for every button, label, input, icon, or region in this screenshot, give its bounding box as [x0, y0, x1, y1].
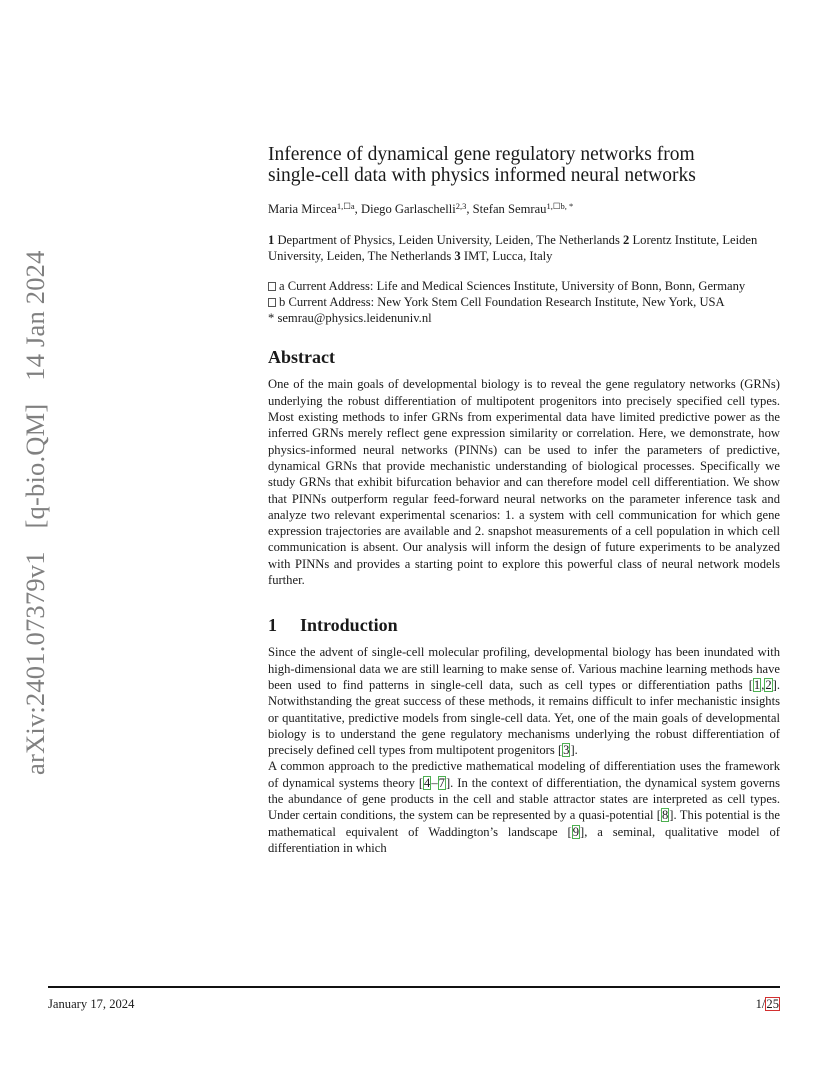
affiliation-text: Department of Physics, Leiden University, Leiden, The Netherlands	[277, 233, 620, 247]
text-run: . Notwithstanding the great success of these methods, it remains difficult to infer mechanistic insights or quantitative, predictive models from single-cell data. Yet, one of the main goals of developmental biology is to understand the gene regulatory mechanisms underlying the robust differentiation of precisely defined cell types from multipotent progenitors	[268, 677, 780, 758]
text-run: A common approach to the predictive mathematical modeling of differentiation uses the framework of dynamical systems theory	[268, 759, 780, 790]
affiliations	[268, 232, 780, 265]
arxiv-date: 14 Jan 2024	[20, 250, 50, 381]
author-name: Stefan Semrau	[472, 202, 547, 216]
citation-link[interactable]: 9	[572, 824, 579, 839]
placeholder-box-icon	[268, 298, 276, 307]
citation-link[interactable]: 7	[438, 775, 445, 790]
affiliation-number: 2	[623, 233, 630, 247]
placeholder-box-icon	[268, 282, 276, 291]
author-superscript: 2,3	[455, 201, 467, 211]
title-line-1: Inference of dynamical gene regulatory networks from	[268, 144, 695, 165]
citation-link[interactable]: 2	[765, 677, 772, 692]
page-current: 1/	[755, 997, 766, 1011]
arxiv-identifier-stamp	[20, 250, 51, 775]
page-number	[756, 997, 780, 1012]
citation-link[interactable]: 4	[424, 775, 431, 790]
affiliation-text: Lorentz Institute, Leiden University, Leiden, The Netherlands	[268, 233, 758, 264]
citation-link[interactable]: 8	[662, 808, 669, 823]
intro-paragraph-1: Since the advent of single-cell molecular profiling, developmental biology has been inundated with high-dimensional data we are still learning to make sense of. Various machine learning methods have been used to find patterns in single-cell data, such as cell types or differentiation paths [1,2]. Notwithstanding the great success of these methods, it remains difficult to infer mechanistic insights or quantitative, predictive models from single-cell data. Yet, one of the main goals of developmental biology is to understand the gene regulatory mechanisms underlying the robust differentiation of precisely defined cell types from multipotent progenitors [3].	[268, 645, 780, 758]
address-b-text: b Current Address: New York Stem Cell Foundation Research Institute, New York, USA	[279, 294, 725, 309]
arxiv-category: [q-bio.QM]	[20, 403, 50, 529]
citation-link[interactable]: 3	[563, 743, 570, 758]
corresponding-email: * semrau@physics.leidenuniv.nl	[268, 311, 432, 326]
affiliation-number: 3	[454, 249, 461, 264]
author-name: Diego Garlaschelli	[360, 202, 456, 216]
intro-paragraph-2: A common approach to the predictive mathematical modeling of differentiation uses the framework of dynamical systems theory [4–7]. In the context of differentiation, the dynamical system governs the abundance of gene products in the cell and stable attractor states are interpreted as cell types. Under certain conditions, the system can be represented by a quasi-potential [8]. This potential is the mathematical equivalent of Waddington’s landscape [9], a seminal, qualitative model of differentiation in which	[268, 759, 780, 855]
text-run: , a seminal, qualitative model of differentiation in which	[268, 824, 780, 855]
author-name: Maria Mircea	[268, 202, 337, 216]
address-a	[268, 278, 780, 294]
paper-content	[268, 144, 780, 856]
paper-title	[268, 144, 780, 186]
citation-separator: ,	[761, 677, 765, 692]
abstract-heading: Abstract	[268, 347, 335, 368]
introduction-heading	[268, 614, 780, 636]
citation-separator: –	[431, 775, 438, 790]
text-run: Since the advent of single-cell molecular profiling, developmental biology has been inundated with high-dimensional data we are still learning to make sense of. Various machine learning methods have been used to find patterns in single-cell data, such as cell types or differentiation paths	[268, 645, 780, 692]
affiliation-text: IMT, Lucca, Italy	[463, 249, 553, 264]
footer-date: January 17, 2024	[48, 997, 135, 1011]
text-run: . This potential is the mathematical equivalent of Waddington’s landscape	[268, 808, 780, 839]
title-line-2: single-cell data with physics informed neural networks	[268, 165, 696, 186]
affiliation-number: 1	[268, 233, 275, 247]
author-superscript: 1,☐a	[336, 201, 355, 211]
current-addresses	[268, 278, 780, 327]
author-superscript: 1,☐b, *	[546, 201, 574, 211]
section-title: Introduction	[300, 615, 398, 636]
abstract-text: One of the main goals of developmental biology is to reveal the gene regulatory networks (GRNs) underlying the robust differentiation of multipotent progenitors into precisely specified cell types. Most existing methods to infer GRNs from experimental data have limited predictive power as the inferred GRNs merely reflect gene expression similarity or correlation. Here, we demonstrate, how physics-informed neural networks (PINNs) can be used to infer the parameters of predictive, dynamical GRNs that provide mechanistic understanding of biological processes. Specifically we study GRNs that exhibit bifurcation behavior and can therefore model cell differentiation. We show that PINNs outperform regular feed-forward neural networks on the parameter inference task and analyze two relevant experimental scenarios: 1. a system with cell communication for which gene expression trajectories are available and 2. snapshot measurements of a cell population in which cell communication is absent. Our analysis will inform the design of future experiments to be analyzed with PINNs and provides a starting point to explore this powerful class of neural network models further.	[268, 377, 780, 588]
citation-link[interactable]: 1	[753, 677, 761, 692]
page-total-link[interactable]: 25	[766, 997, 779, 1011]
section-number: 1	[268, 615, 277, 636]
footer-divider	[48, 986, 780, 988]
author-list: Maria Mircea$^{1,☐a}$, Diego Garlaschelli$^{2,3}$, Stefan Semrau$^{1,☐b, *}$	[268, 201, 574, 216]
text-run: . In the context of differentiation, the dynamical system governs the abundance of gene products in the cell and stable attractor states are interpreted as cell types. Under certain conditions, the system can be represented by a quasi-potential	[268, 775, 780, 823]
text-run: .	[574, 743, 578, 758]
address-b	[268, 294, 780, 310]
address-a-text: a Current Address: Life and Medical Sciences Institute, University of Bonn, Bonn, Germany	[279, 278, 746, 293]
arxiv-id: arXiv:2401.07379v1	[20, 551, 50, 775]
